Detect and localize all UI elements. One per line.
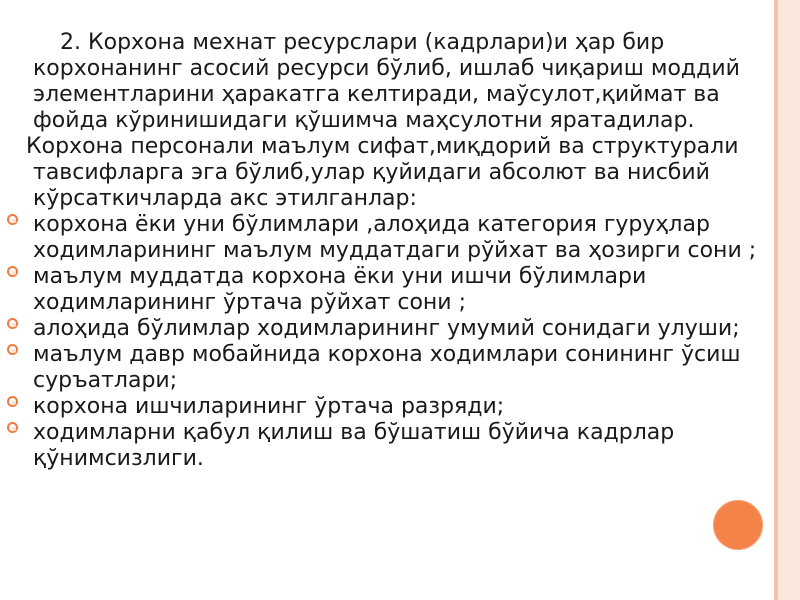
bullet-text: алоҳида бўлимлар ходимларининг умумий сонидаги улуши;	[33, 316, 740, 341]
bullet-marker-icon	[7, 422, 18, 433]
list-item	[0, 316, 773, 342]
bullet-text: корхона ишчиларининг ўртача разряди;	[33, 394, 505, 419]
bullet-text: корхона ёки уни бўлимлари ,алоҳида категория гуруҳлар ходимларининг маълум муддатдаги рўйхат ва ҳозирги сони ;	[33, 212, 757, 263]
list-item	[0, 394, 773, 420]
list-item	[0, 342, 773, 394]
bullet-marker-icon	[7, 266, 18, 277]
decorative-circle	[713, 500, 763, 550]
list-item	[0, 264, 773, 316]
bullet-list	[0, 212, 772, 472]
bullet-marker-icon	[7, 214, 18, 225]
paragraph-description: Корхона персонали маълум сифат,миқдорий ва структурали тавсифларга эга бўлиб,улар қуйидаги абсолют ва нисбий кўрсаткичларда акс этилганлар:	[26, 134, 739, 211]
bullet-text: маълум муддатда корхона ёки уни ишчи бўлимлари ходимларининг ўртача рўйхат сони ;	[33, 264, 647, 315]
paragraph-intro: 2. Корхона мехнат ресурслари (кадрлари)и ҳар бир корхонанинг асосий ресурси бўлиб, ишлаб чиқариш моддий элементларини ҳаракатга келтиради, маўсулот,қиймат ва фойда кўринишидаги қўшимча маҳсулотни яратадилар.	[33, 30, 740, 133]
slide-content	[0, 30, 772, 472]
list-item	[0, 212, 773, 264]
bullet-marker-icon	[7, 318, 18, 329]
bullet-text: ходимларни қабул қилиш ва бўшатиш бўйича кадрлар қўнимсизлиги.	[33, 420, 675, 471]
bullet-marker-icon	[7, 396, 18, 407]
bullet-marker-icon	[7, 344, 18, 355]
side-band	[778, 0, 800, 600]
bullet-text: маълум давр мобайнида корхона ходимлари сонининг ўсиш суръатлари;	[33, 342, 741, 393]
list-item	[0, 420, 773, 472]
